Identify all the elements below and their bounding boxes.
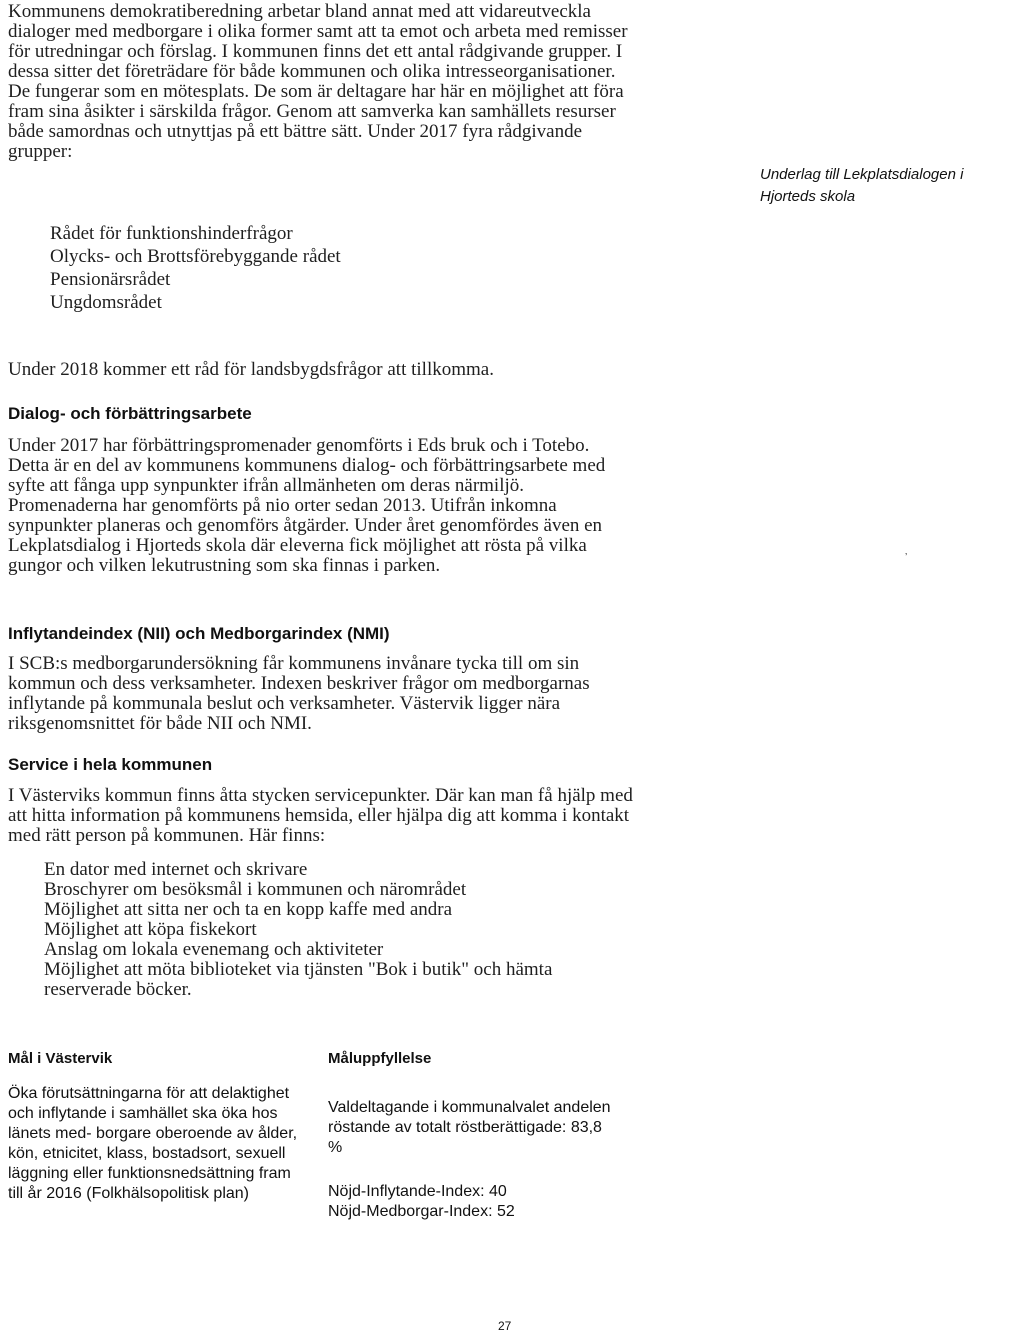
council-list: [50, 222, 550, 314]
dialog-paragraph: [8, 436, 633, 576]
fulfillment-heading: Måluppfyllelse: [328, 1050, 432, 1067]
image-caption: Underlag till Lekplatsdialogen i Hjorteds skola: [760, 166, 964, 205]
index-values: [328, 1182, 616, 1222]
service-paragraph: [8, 786, 640, 846]
future-note: [8, 360, 648, 380]
service-item: Anslag om lokala evenemang och aktiviteter: [44, 939, 384, 960]
nmi-value: Nöjd-Medborgar-Index: 52: [328, 1203, 515, 1220]
service-item: Möjlighet att sitta ner och ta en kopp kaffe med andra: [44, 899, 453, 920]
intro-paragraph: [8, 2, 640, 162]
index-paragraph: [8, 654, 640, 734]
service-item: Möjlighet att köpa fiskekort: [44, 919, 257, 940]
council-item: Rådet för funktionshinderfrågor: [50, 223, 293, 244]
nii-value: Nöjd-Inflytande-Index: 40: [328, 1183, 507, 1200]
page-number: 27: [498, 1319, 512, 1333]
council-item: Ungdomsrådet: [50, 292, 162, 313]
fulfillment-text: Valdeltagande i kommunalvalet andelen röstande av totalt röstberättigade: 83,8 %: [328, 1099, 611, 1156]
goal-heading: Mål i Västervik: [8, 1050, 113, 1067]
goal-text: Öka förutsättningarna för att delaktighet och inflytande i samhället ska öka hos länets med- borgare oberoende av ålder, kön, etnicitet, klass, bostadsort, sexuell läggning eller funktionsnedsättning fram till år 2016 (Folkhälsopolitisk plan): [8, 1085, 298, 1202]
index-heading: Inflytandeindex (NII) och Medborgarindex (NMI): [8, 624, 390, 643]
future-note-text: Under 2018 kommer ett råd för landsbygdsfrågor att tillkomma.: [8, 359, 494, 380]
council-item: Olycks- och Brottsförebyggande rådet: [50, 246, 341, 267]
intro-text: Kommunens demokratiberedning arbetar bland annat med att vidareutveckla dialoger med medborgare i olika former samt att ta emot och arbeta med remisser för utredningar och förslag. I kommunen finns det ett antal rådgivande grupper. I dessa sitter det företrädare för både kommunen och olika intresseorganisationer. De fungerar som en mötesplats. De som är deltagare har här en möjlighet att föra fram sina åsikter i särskilda frågor. Genom att samverka kan samhällets resurser både samordnas och utnyttjas på ett bättre sätt. Under 2017 fyra rådgivande grupper:: [8, 1, 628, 162]
service-item: Möjlighet att möta biblioteket via tjänsten "Bok i butik" och hämta reserverade böcker.: [44, 959, 553, 1000]
index-text: I SCB:s medborgarundersökning får kommunens invånare tycka till om sin kommun och dess verksamheter. Indexen beskriver frågor om medborgarnas inflytande på kommunala beslut och verksamheter. Västervik ligger nära riksgenomsnittet för både NII och NMI.: [8, 653, 590, 734]
service-item: Broschyrer om besöksmål i kommunen och närområdet: [44, 879, 467, 900]
dialog-text: Under 2017 har förbättringspromenader genomförts i Eds bruk och i Totebo. Detta är en del av kommunens kommunens dialog- och förbättringsarbete med syfte att fånga upp synpunkter ifrån allmänheten om deras närmiljö. Promenaderna har genomförts på nio orter sedan 2013. Utifrån inkomna synpunkter planeras och genomförs åtgärder. Under året genomfördes även en Lekplatsdialog i Hjorteds skola där eleverna fick möjlighet att rösta på vilka gungor och vilken lekutrustning som ska finnas i parken.: [8, 435, 606, 576]
scan-speck-icon: ’: [905, 552, 908, 563]
council-item: Pensionärsrådet: [50, 269, 171, 290]
service-text: I Västerviks kommun finns åtta stycken servicepunkter. Där kan man få hjälp med att hitta information på kommunens hemsida, eller hjälpa dig att komma i kontakt med rätt person på kommunen. Här finns:: [8, 785, 633, 846]
dialog-heading: Dialog- och förbättringsarbete: [8, 404, 252, 423]
service-item: En dator med internet och skrivare: [44, 859, 308, 880]
service-list: [44, 860, 644, 1000]
service-heading: Service i hela kommunen: [8, 755, 213, 774]
